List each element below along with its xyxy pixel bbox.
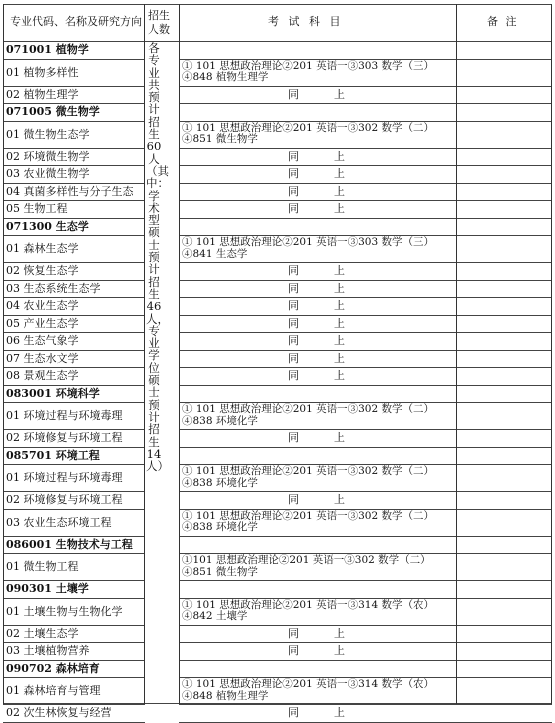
row-divider <box>179 367 552 368</box>
exam-subjects-same: 同 上 <box>288 264 345 278</box>
major-code-name: 090702 森林培育 <box>6 661 100 675</box>
row-divider <box>3 509 145 510</box>
exam-subjects-same: 同 上 <box>288 149 345 163</box>
exam-subjects-line: ① 101 思想政治理论②201 英语一③302 数学（二） <box>182 403 434 415</box>
row-divider <box>179 86 552 87</box>
exam-subjects-same: 同 上 <box>288 369 345 383</box>
row-divider <box>3 598 145 599</box>
research-direction: 02 次生林恢复与经营 <box>6 706 112 720</box>
row-divider <box>3 553 145 554</box>
major-code-name: 085701 环境工程 <box>6 448 100 462</box>
row-divider <box>3 86 145 87</box>
row-divider <box>3 297 145 298</box>
research-direction: 01 土壤生物与生物化学 <box>6 604 123 618</box>
exam-subjects-same: 同 上 <box>288 431 345 445</box>
table-left-border <box>3 4 4 704</box>
table-top-border <box>3 4 552 5</box>
row-divider <box>179 536 552 537</box>
row-divider <box>179 625 552 626</box>
exam-subjects-line: ④838 环境化学 <box>182 476 258 489</box>
exam-subjects-line: ④851 微生物学 <box>182 133 258 145</box>
row-divider <box>179 385 552 386</box>
research-direction: 03 农业生态环境工程 <box>6 515 112 529</box>
research-direction: 02 环境微生物学 <box>6 149 90 163</box>
row-divider <box>179 262 552 263</box>
research-direction: 03 生态系统生态学 <box>6 281 101 295</box>
header-enrollment-line1: 招生 <box>148 9 170 22</box>
column-divider <box>144 4 145 704</box>
row-divider <box>3 491 145 492</box>
exam-subjects-line: ④842 土壤学 <box>182 610 248 622</box>
major-code-name: 086001 生物技术与工程 <box>6 537 133 551</box>
header-exam-subjects: 考 试 科 目 <box>268 15 341 28</box>
header-enrollment-line2: 人数 <box>148 23 170 36</box>
major-code-name: 071300 生态学 <box>6 219 89 233</box>
major-code-name: 071001 植物学 <box>6 43 89 57</box>
major-code-name: 090301 土壤学 <box>6 582 89 596</box>
research-direction: 01 微生物工程 <box>6 560 79 573</box>
row-divider <box>3 625 145 626</box>
row-divider <box>3 315 145 316</box>
exam-subjects-same: 同 上 <box>288 644 345 658</box>
research-direction: 01 环境过程与环境毒理 <box>6 471 123 484</box>
exam-subjects-same: 同 上 <box>288 202 345 216</box>
research-direction: 03 土壤植物营养 <box>6 644 90 658</box>
exam-subjects-line: ① 101 思想政治理论②201 英语一③303 数学（三） <box>182 59 434 72</box>
row-divider <box>179 200 552 201</box>
row-divider <box>3 464 145 465</box>
research-direction: 03 农业微生物学 <box>6 167 90 181</box>
exam-subjects-same: 同 上 <box>288 334 345 348</box>
exam-subjects-same: 同 上 <box>288 87 345 101</box>
row-divider <box>3 350 145 351</box>
row-divider <box>3 536 145 537</box>
row-divider <box>179 722 552 723</box>
header-remarks: 备 注 <box>487 15 517 28</box>
row-divider <box>179 350 552 351</box>
row-divider <box>3 200 145 201</box>
exam-subjects-line: ④838 环境化学 <box>182 414 258 427</box>
row-divider <box>3 165 145 166</box>
column-divider <box>456 4 457 704</box>
research-direction: 04 真菌多样性与分子生态 <box>6 184 134 198</box>
table-bottom-border <box>3 703 552 704</box>
row-divider <box>179 660 552 661</box>
row-divider <box>3 642 145 643</box>
row-divider <box>3 447 145 448</box>
exam-subjects-line: ① 101 思想政治理论②201 英语一③314 数学（农） <box>182 598 434 611</box>
exam-subjects-same: 同 上 <box>288 351 345 365</box>
exam-subjects-line: ④838 环境化学 <box>182 521 258 533</box>
exam-subjects-same: 同 上 <box>288 299 345 313</box>
exam-subjects-line: ④851 微生物学 <box>182 565 258 578</box>
exam-subjects-line: ① 101 思想政治理论②201 英语一③302 数学（二） <box>182 465 434 477</box>
row-divider <box>179 429 552 430</box>
row-divider <box>3 429 145 430</box>
row-divider <box>3 218 145 219</box>
research-direction: 02 环境修复与环境工程 <box>6 493 123 507</box>
exam-subjects-line: ④841 生态学 <box>182 247 248 260</box>
row-divider <box>3 332 145 333</box>
exam-subjects-line: ① 101 思想政治理论②201 英语一③302 数学（二） <box>182 509 434 522</box>
row-divider <box>179 218 552 219</box>
research-direction: 08 景观生态学 <box>6 369 79 383</box>
row-divider <box>3 148 145 149</box>
row-divider <box>3 402 145 403</box>
table-right-border <box>551 4 552 704</box>
exam-subjects-same: 同 上 <box>288 184 345 198</box>
exam-subjects-line: ① 101 思想政治理论②201 英语一③314 数学（农） <box>182 678 434 690</box>
row-divider <box>3 280 145 281</box>
row-divider <box>179 642 552 643</box>
research-direction: 02 植物生理学 <box>6 87 79 101</box>
research-direction: 01 植物多样性 <box>6 65 79 79</box>
exam-subjects-same: 同 上 <box>288 316 345 330</box>
row-divider <box>3 660 145 661</box>
research-direction: 06 生态气象学 <box>6 334 79 348</box>
major-code-name: 083001 环境科学 <box>6 386 100 400</box>
row-divider <box>179 297 552 298</box>
row-divider <box>3 677 145 678</box>
row-divider <box>3 121 145 122</box>
header-major: 专业代码、名称及研究方向 <box>10 15 142 28</box>
exam-subjects-same: 同 上 <box>288 281 345 295</box>
exam-subjects-line: ① 101 思想政治理论②201 英语一③302 数学（二） <box>182 121 434 134</box>
row-divider <box>179 315 552 316</box>
row-divider <box>179 447 552 448</box>
row-divider <box>179 103 552 104</box>
enrollment-note: 各专业共预计招生60人（其中：学术型硕士预计招生46人，专业学位硕士预计招生14人） <box>146 41 169 474</box>
row-divider <box>3 722 145 723</box>
research-direction: 01 微生物生态学 <box>6 127 90 141</box>
exam-subjects-line: ④848 植物生理学 <box>182 71 269 83</box>
research-direction: 01 森林培育与管理 <box>6 684 101 697</box>
exam-subjects-line: ① 101 思想政治理论②201 英语一③303 数学（三） <box>182 236 434 248</box>
row-divider <box>3 262 145 263</box>
row-divider <box>179 165 552 166</box>
exam-subjects-same: 同 上 <box>288 493 345 507</box>
row-divider <box>3 367 145 368</box>
research-direction: 07 生态水文学 <box>6 351 79 365</box>
research-direction: 02 环境修复与环境工程 <box>6 431 123 445</box>
research-direction: 02 恢复生态学 <box>6 264 79 278</box>
exam-subjects-same: 同 上 <box>288 706 345 720</box>
research-direction: 02 土壤生态学 <box>6 626 79 640</box>
research-direction: 05 生物工程 <box>6 202 68 216</box>
row-divider <box>179 280 552 281</box>
row-divider <box>3 580 145 581</box>
exam-subjects-same: 同 上 <box>288 626 345 640</box>
row-divider <box>179 148 552 149</box>
research-direction: 01 环境过程与环境毒理 <box>6 409 123 422</box>
row-divider <box>3 183 145 184</box>
row-divider <box>3 385 145 386</box>
row-divider <box>179 332 552 333</box>
header-divider <box>3 41 552 42</box>
row-divider <box>3 103 145 104</box>
major-code-name: 071005 微生物学 <box>6 105 100 119</box>
exam-subjects-same: 同 上 <box>288 167 345 181</box>
exam-subjects-line: ①101 思想政治理论②201 英语一③302 数学（二） <box>182 554 431 566</box>
row-divider <box>3 235 145 236</box>
row-divider <box>179 491 552 492</box>
row-divider <box>179 580 552 581</box>
exam-subjects-line: ④848 植物生理学 <box>182 689 269 702</box>
row-divider <box>3 59 145 60</box>
research-direction: 05 产业生态学 <box>6 316 79 330</box>
row-divider <box>179 183 552 184</box>
research-direction: 01 森林生态学 <box>6 242 79 255</box>
column-divider <box>179 4 180 704</box>
research-direction: 04 农业生态学 <box>6 299 79 313</box>
